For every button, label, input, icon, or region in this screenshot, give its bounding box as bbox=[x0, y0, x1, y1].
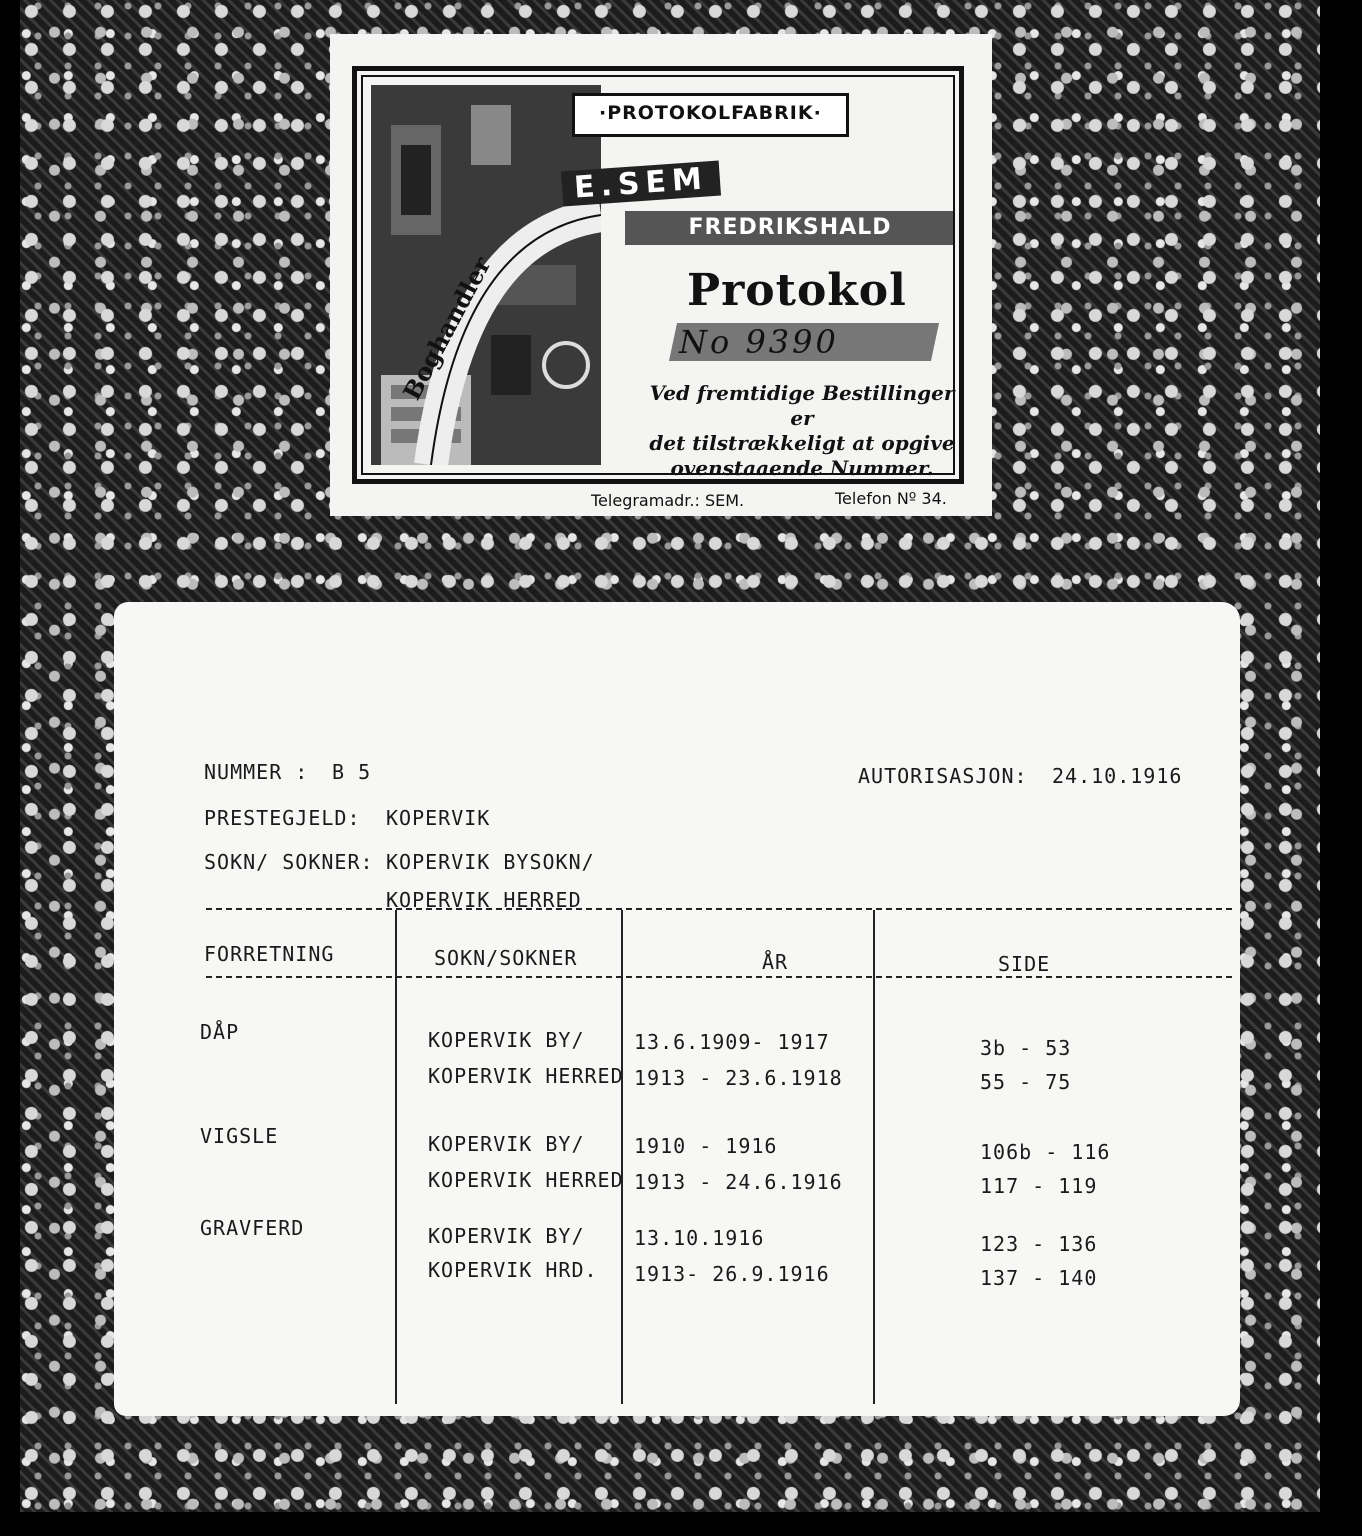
sokn-cell: KOPERVIK BY/ bbox=[428, 1028, 585, 1052]
side-cell: 106b - 116 bbox=[980, 1140, 1111, 1164]
side-cell: 117 - 119 bbox=[980, 1174, 1098, 1198]
label-title: Protokol bbox=[687, 265, 907, 316]
side-cell: 3b - 53 bbox=[980, 1036, 1072, 1060]
ar-cell: 1913 - 23.6.1918 bbox=[634, 1066, 843, 1090]
manufacturer-label bbox=[330, 34, 992, 516]
nummer-label: NUMMER : bbox=[204, 760, 309, 784]
sokn-value: KOPERVIK HERRED bbox=[386, 888, 582, 912]
forretning-cell: DÅP bbox=[200, 1020, 240, 1044]
side-cell: 55 - 75 bbox=[980, 1070, 1072, 1094]
column-divider bbox=[395, 910, 397, 1404]
ordering-notice bbox=[647, 381, 957, 481]
header-side: SIDE bbox=[998, 952, 1051, 976]
prestegjeld-value: KOPERVIK bbox=[386, 806, 491, 830]
maker-banner: E.SEM bbox=[561, 161, 721, 207]
sokn-value: KOPERVIK BYSOKN/ bbox=[386, 850, 595, 874]
ar-cell: 13.6.1909- 1917 bbox=[634, 1030, 830, 1054]
telegram-address: Telegramadr.: SEM. bbox=[591, 491, 745, 510]
column-divider bbox=[873, 910, 875, 1404]
telephone-number: Telefon Nº 34. bbox=[835, 489, 947, 508]
table-header-rule bbox=[206, 976, 1232, 978]
sokn-cell: KOPERVIK BY/ bbox=[428, 1224, 585, 1248]
ar-cell: 1913 - 24.6.1916 bbox=[634, 1170, 843, 1194]
sokn-cell: KOPERVIK HERRED bbox=[428, 1168, 624, 1192]
column-divider bbox=[621, 910, 623, 1404]
number-band bbox=[669, 323, 939, 361]
nummer-value: B 5 bbox=[332, 760, 372, 784]
sokn-cell: KOPERVIK HERRED bbox=[428, 1064, 624, 1088]
side-cell: 137 - 140 bbox=[980, 1266, 1098, 1290]
header-sokn: SOKN/SOKNER bbox=[434, 946, 578, 970]
table-top-rule bbox=[206, 908, 1232, 910]
vertical-shop-name: Boghandler bbox=[397, 252, 497, 405]
sokn-cell: KOPERVIK BY/ bbox=[428, 1132, 585, 1156]
city-banner: FREDRIKSHALD bbox=[625, 211, 955, 245]
notice-line: det tilstrækkeligt at opgive bbox=[649, 431, 955, 455]
side-cell: 123 - 136 bbox=[980, 1232, 1098, 1256]
index-card bbox=[114, 602, 1240, 1416]
protocol-number: No 9390 bbox=[679, 323, 839, 361]
sokn-label: SOKN/ SOKNER: bbox=[204, 850, 374, 874]
forretning-cell: VIGSLE bbox=[200, 1124, 279, 1148]
autorisasjon-value: 24.10.1916 bbox=[1052, 764, 1183, 788]
factory-banner: ·PROTOKOLFABRIK· bbox=[572, 93, 849, 137]
notice-line: ovenstaaende Nummer. bbox=[670, 456, 934, 480]
print-shop-illustration bbox=[371, 85, 601, 465]
label-frame bbox=[352, 66, 964, 510]
notice-line: Ved fremtidige Bestillinger er bbox=[649, 381, 955, 430]
forretning-cell: GRAVFERD bbox=[200, 1216, 305, 1240]
autorisasjon-label: AUTORISASJON: bbox=[858, 764, 1028, 788]
ar-cell: 1913- 26.9.1916 bbox=[634, 1262, 830, 1286]
prestegjeld-label: PRESTEGJELD: bbox=[204, 806, 361, 830]
header-forretning: FORRETNING bbox=[204, 942, 335, 966]
ar-cell: 13.10.1916 bbox=[634, 1226, 765, 1250]
ar-cell: 1910 - 1916 bbox=[634, 1134, 778, 1158]
header-ar: ÅR bbox=[762, 950, 789, 974]
sokn-cell: KOPERVIK HRD. bbox=[428, 1258, 598, 1282]
